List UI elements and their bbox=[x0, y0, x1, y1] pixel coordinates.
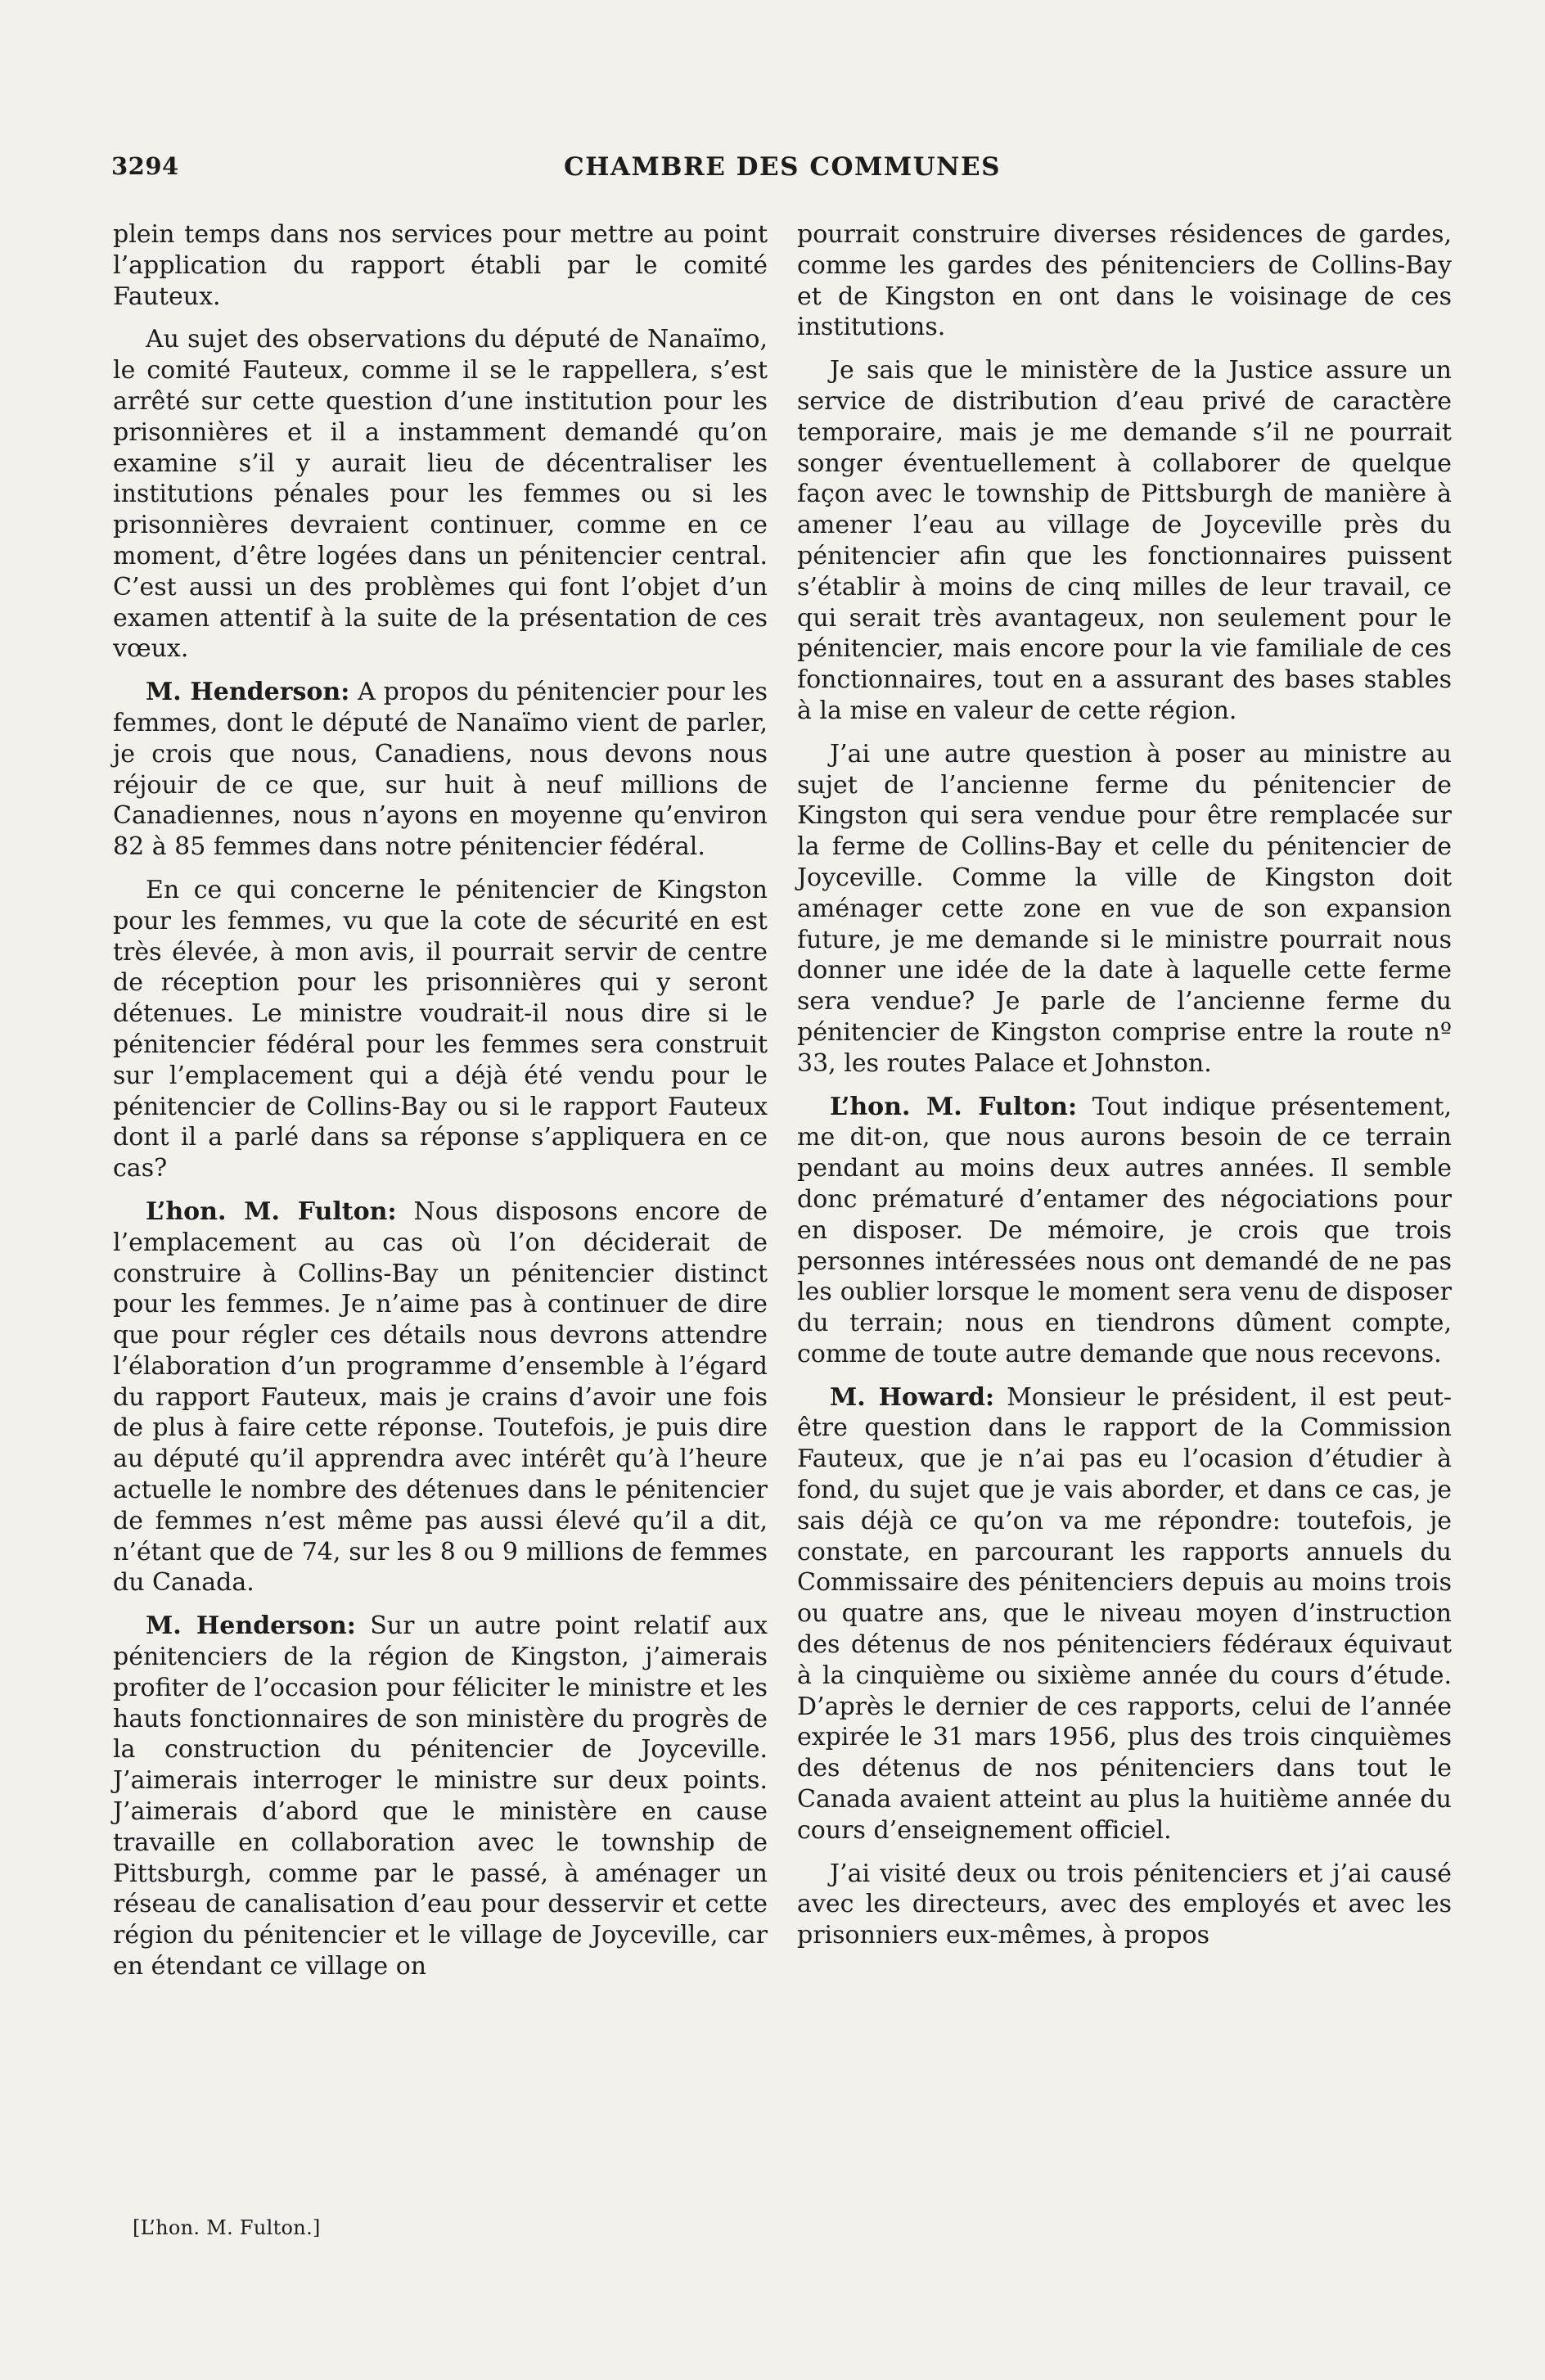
paragraph bbox=[113, 1197, 768, 1598]
paragraph bbox=[797, 355, 1452, 727]
paragraph-text: Je sais que le ministère de la Justice assure un service de distribution d’eau privé de caractère temporaire, mais je me demande s’il ne pourrait songer éventuellement à collaborer de quelque façon avec le township de Pittsburgh de manière à amener l’eau au village de Joyceville près du pénitencier afin que les fonctionnaires puissent s’établir à moins de cinq milles de leur travail, ce qui serait très avantageux, non seulement pour le pénitencier, mais encore pour la vie familiale de ces fonctionnaires, tout en a assurant des bases stables à la mise en valeur de cette région. bbox=[797, 356, 1452, 725]
paragraph bbox=[113, 677, 768, 863]
speaker-name: M. Henderson: bbox=[146, 1611, 356, 1641]
page-header bbox=[111, 152, 1453, 193]
paragraph bbox=[797, 1382, 1452, 1846]
paragraph bbox=[797, 1859, 1452, 1951]
left-column bbox=[113, 219, 768, 1995]
page-number: 3294 bbox=[111, 152, 179, 180]
paragraph-text: A propos du pénitencier pour les femmes, dont le député de Nanaïmo vient de parler, je crois que nous, Canadiens, nous devons nous réjouir de ce que, sur huit à neuf millions de Canadiennes, nous n’ayons en moyenne qu’environ 82 à 85 femmes dans notre pénitencier fédéral. bbox=[113, 678, 768, 862]
paragraph-text: Monsieur le président, il est peut-être question dans le rapport de la Commission Fauteux, que je n’ai pas eu l’ocasion d’étudier à fond, du sujet que je vais aborder, et dans ce cas, je sais déjà ce qu’on va me répondre: toutefois, je constate, en parcourant les rapports annuels du Commissaire des pénitenciers depuis au moins trois ou quatre ans, que le niveau moyen d’instruction des détenus de nos pénitenciers fédéraux équivaut à la cinquième ou sixième année du cours d’étude. D’après le dernier de ces rapports, celui de l’année expirée le 31 mars 1956, plus des trois cinquièmes des détenus de nos pénitenciers dans tout le Canada avaient atteint au plus la huitième année du cours d’enseignement officiel. bbox=[797, 1382, 1452, 1845]
speaker-name: M. Howard: bbox=[830, 1382, 995, 1412]
paragraph bbox=[113, 875, 768, 1184]
paragraph bbox=[113, 324, 768, 665]
paragraph-text: Tout indique présentement, me dit-on, que nous aurons besoin de ce terrain pendant au moins deux autres années. Il semble donc prématuré d’entamer des négociations pour en disposer. De mémoire, je crois que trois personnes intéressées nous ont demandé de ne pas les oublier lorsque le moment sera venu de disposer du terrain; nous en tiendrons dûment compte, comme de toute autre demande que nous recevons. bbox=[797, 1092, 1452, 1368]
paragraph-text: J’ai une autre question à poser au ministre au sujet de l’ancienne ferme du pénitencier de Kingston qui sera vendue pour être remplacée sur la ferme de Collins-Bay et celle du pénitencier de Joyceville. Comme la ville de Kingston doit aménager cette zone en vue de son expansion future, je me demande si le ministre pourrait nous donner une idée de la date à laquelle cette ferme sera vendue? Je parle de l’ancienne ferme du pénitencier de Kingston comprise entre la route nº 33, les routes Palace et Johnston. bbox=[797, 739, 1452, 1078]
paragraph bbox=[797, 1092, 1452, 1370]
paragraph bbox=[113, 219, 768, 312]
paragraph-text: J’ai visité deux ou trois pénitenciers et j’ai causé avec les directeurs, avec des employés et avec les prisonniers eux-mêmes, à propos bbox=[797, 1859, 1452, 1950]
speaker-name: L’hon. M. Fulton: bbox=[146, 1197, 397, 1226]
paragraph-text: plein temps dans nos services pour mettre au point l’application du rapport établi par le comité Fauteux. bbox=[113, 220, 768, 311]
right-column bbox=[797, 219, 1452, 1963]
paragraph-text: Nous disposons encore de l’emplacement au cas où l’on déciderait de construire à Collins-Bay un pénitencier distinct pour les femmes. Je n’aime pas à continuer de dire que pour régler ces détails nous devrons attendre l’élaboration d’un programme d’ensemble à l’égard du rapport Fauteux, mais je crains d’avoir une fois de plus à faire cette réponse. Toutefois, je puis dire au député qu’il apprendra avec intérêt qu’à l’heure actuelle le nombre des détenues dans le pénitencier de femmes n’est même pas aussi élevé qu’il a dit, n’étant que de 74, sur les 8 ou 9 millions de femmes du Canada. bbox=[113, 1197, 768, 1598]
paragraph-text: En ce qui concerne le pénitencier de Kingston pour les femmes, vu que la cote de sécurité en est très élevée, à mon avis, il pourrait servir de centre de réception pour les prisonnières qui y seront détenues. Le ministre voudrait-il nous dire si le pénitencier fédéral pour les femmes sera construit sur l’emplacement qui a déjà été vendu pour le pénitencier de Collins-Bay ou si le rapport Fauteux dont il a parlé dans sa réponse s’appliquera en ce cas? bbox=[113, 875, 768, 1183]
paragraph bbox=[797, 219, 1452, 343]
page-title: CHAMBRE DES COMMUNES bbox=[563, 152, 1002, 182]
paragraph-text: Sur un autre point relatif aux pénitenciers de la région de Kingston, j’aimerais profiter de l’occasion pour féliciter le ministre et les hauts fonctionnaires de son ministère du progrès de la construction du pénitencier de Joyceville. J’aimerais interroger le ministre sur deux points. J’aimerais d’abord que le ministère en cause travaille en collaboration avec le township de Pittsburgh, comme par le passé, à aménager un réseau de canalisation d’eau pour desservir et cette région du pénitencier et le village de Joyceville, car en étendant ce village on bbox=[113, 1611, 768, 1981]
paragraph-text: pourrait construire diverses résidences de gardes, comme les gardes des pénitenciers de Collins-Bay et de Kingston en ont dans le voisinage de ces institutions. bbox=[797, 220, 1452, 342]
speaker-name: L’hon. M. Fulton: bbox=[830, 1092, 1078, 1121]
speaker-name: M. Henderson: bbox=[146, 678, 350, 707]
paragraph bbox=[113, 1611, 768, 1982]
paragraph-text: Au sujet des observations du député de Nanaïmo, le comité Fauteux, comme il se le rappellera, s’est arrêté sur cette question d’une institution pour les prisonnières et il a instamment demandé qu’on examine s’il y aurait lieu de décentraliser les institutions pénales pour les femmes ou si les prisonnières devraient continuer, comme en ce moment, d’être logées dans un pénitencier central. C’est aussi un des problèmes qui font l’objet d’un examen attentif à la suite de la présentation de ces vœux. bbox=[113, 325, 768, 664]
footer-note: [L’hon. M. Fulton.] bbox=[133, 2216, 321, 2239]
paragraph bbox=[797, 739, 1452, 1080]
